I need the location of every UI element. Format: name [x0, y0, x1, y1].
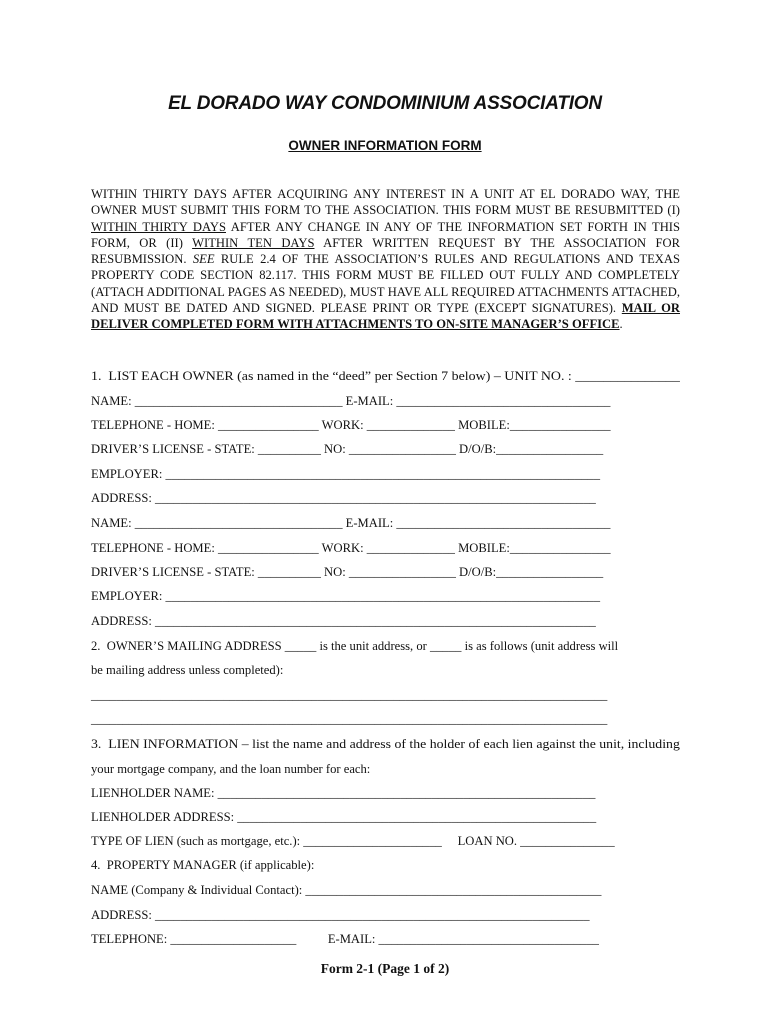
lienholder-address-field[interactable]: LIENHOLDER ADDRESS: _________________________________________________________: [91, 810, 597, 824]
lienholder-name-field[interactable]: LIENHOLDER NAME: ____________________________________________________________: [91, 786, 596, 800]
intro-mail-instruction: MAIL OR DELIVER COMPLETED FORM WITH ATTACHMENTS TO ON-SITE MANAGER’S OFFICE: [91, 301, 680, 332]
owner1-address-field[interactable]: ADDRESS: ______________________________________________________________________: [91, 491, 596, 505]
owner2-telephone-field[interactable]: TELEPHONE - HOME: ________________ WORK: ______________ MOBILE:________________: [91, 541, 611, 555]
intro-text-3: AFTER WRITTEN REQUEST BY THE ASSOCIATION FOR RESUBMISSION.: [91, 235, 681, 267]
owner2-employer-field[interactable]: EMPLOYER: _____________________________________________________________________: [91, 589, 601, 603]
owner-list-heading: 1. LIST EACH OWNER (as named in the “deed” per Section 7 below) – UNIT NO. : _______________: [91, 369, 680, 383]
owner1-name-email-field[interactable]: NAME: _________________________________ E-MAIL: __________________________________: [91, 394, 611, 408]
owner2-license-field[interactable]: DRIVER’S LICENSE - STATE: __________ NO: _________________ D/O/B:_________________: [91, 565, 604, 579]
lien-info-heading: 3. LIEN INFORMATION – list the name and address of the holder of each lien against the unit, including: [91, 737, 680, 751]
intro-see: SEE: [192, 252, 215, 267]
owner1-telephone-field[interactable]: TELEPHONE - HOME: ________________ WORK: ______________ MOBILE:________________: [91, 418, 611, 432]
owner2-address-field[interactable]: ADDRESS: ______________________________________________________________________: [91, 614, 596, 628]
instructions-paragraph: [91, 186, 680, 333]
mailing-address-line-1[interactable]: __________________________________________________________________________________: [91, 688, 608, 702]
property-manager-heading: 4. PROPERTY MANAGER (if applicable):: [91, 858, 315, 872]
mailing-address-question[interactable]: 2. OWNER’S MAILING ADDRESS _____ is the unit address, or _____ is as follows (unit address will: [91, 639, 619, 653]
owner2-name-email-field[interactable]: NAME: _________________________________ E-MAIL: __________________________________: [91, 516, 611, 530]
lien-info-note: your mortgage company, and the loan number for each:: [91, 762, 371, 776]
mailing-address-note: be mailing address unless completed):: [91, 663, 284, 677]
form-subtitle: OWNER INFORMATION FORM: [288, 138, 482, 153]
lien-type-loan-field[interactable]: TYPE OF LIEN (such as mortgage, etc.): ______________________ LOAN NO. _______________: [91, 834, 615, 848]
manager-name-field[interactable]: NAME (Company & Individual Contact): _______________________________________________: [91, 883, 602, 897]
intro-text-1: WITHIN THIRTY DAYS AFTER ACQUIRING ANY INTEREST IN A UNIT AT EL DORADO WAY, THE OWNER MUST SUBMIT THIS FORM TO THE ASSOCIATION. THIS FORM MUST BE RESUBMITTED (I): [91, 187, 680, 218]
intro-end: .: [619, 317, 623, 332]
owner1-license-field[interactable]: DRIVER’S LICENSE - STATE: __________ NO: _________________ D/O/B:_________________: [91, 442, 604, 456]
intro-emphasis-ten-days: WITHIN TEN DAYS: [192, 235, 315, 250]
page-footer: Form 2-1 (Page 1 of 2): [320, 961, 450, 976]
intro-text-2: AFTER ANY CHANGE IN ANY OF THE INFORMATION SET FORTH IN THIS FORM, OR (II): [91, 219, 680, 250]
intro-text-4: RULE 2.4 OF THE ASSOCIATION’S RULES AND REGULATIONS AND TEXAS PROPERTY CODE SECTION 82.117. THIS FORM MUST BE FILLED OUT FULLY AND COMPLETELY (ATTACH ADDITIONAL PAGES AS NEEDED), MUST HAVE ALL REQUIRED ATTACHMENTS ATTACHED, AND MUST BE DATED AND SIGNED. PLEASE PRINT OR TYPE (EXCEPT SIGNATURES).: [91, 252, 681, 316]
owner1-employer-field[interactable]: EMPLOYER: _____________________________________________________________________: [91, 467, 601, 481]
manager-contact-field[interactable]: TELEPHONE: ____________________ E-MAIL: ___________________________________: [91, 932, 599, 946]
page-title: EL DORADO WAY CONDOMINIUM ASSOCIATION: [168, 93, 602, 114]
intro-emphasis-thirty-days: WITHIN THIRTY DAYS: [91, 219, 226, 234]
manager-address-field[interactable]: ADDRESS: _____________________________________________________________________: [91, 908, 590, 922]
mailing-address-line-2[interactable]: __________________________________________________________________________________: [91, 712, 608, 726]
